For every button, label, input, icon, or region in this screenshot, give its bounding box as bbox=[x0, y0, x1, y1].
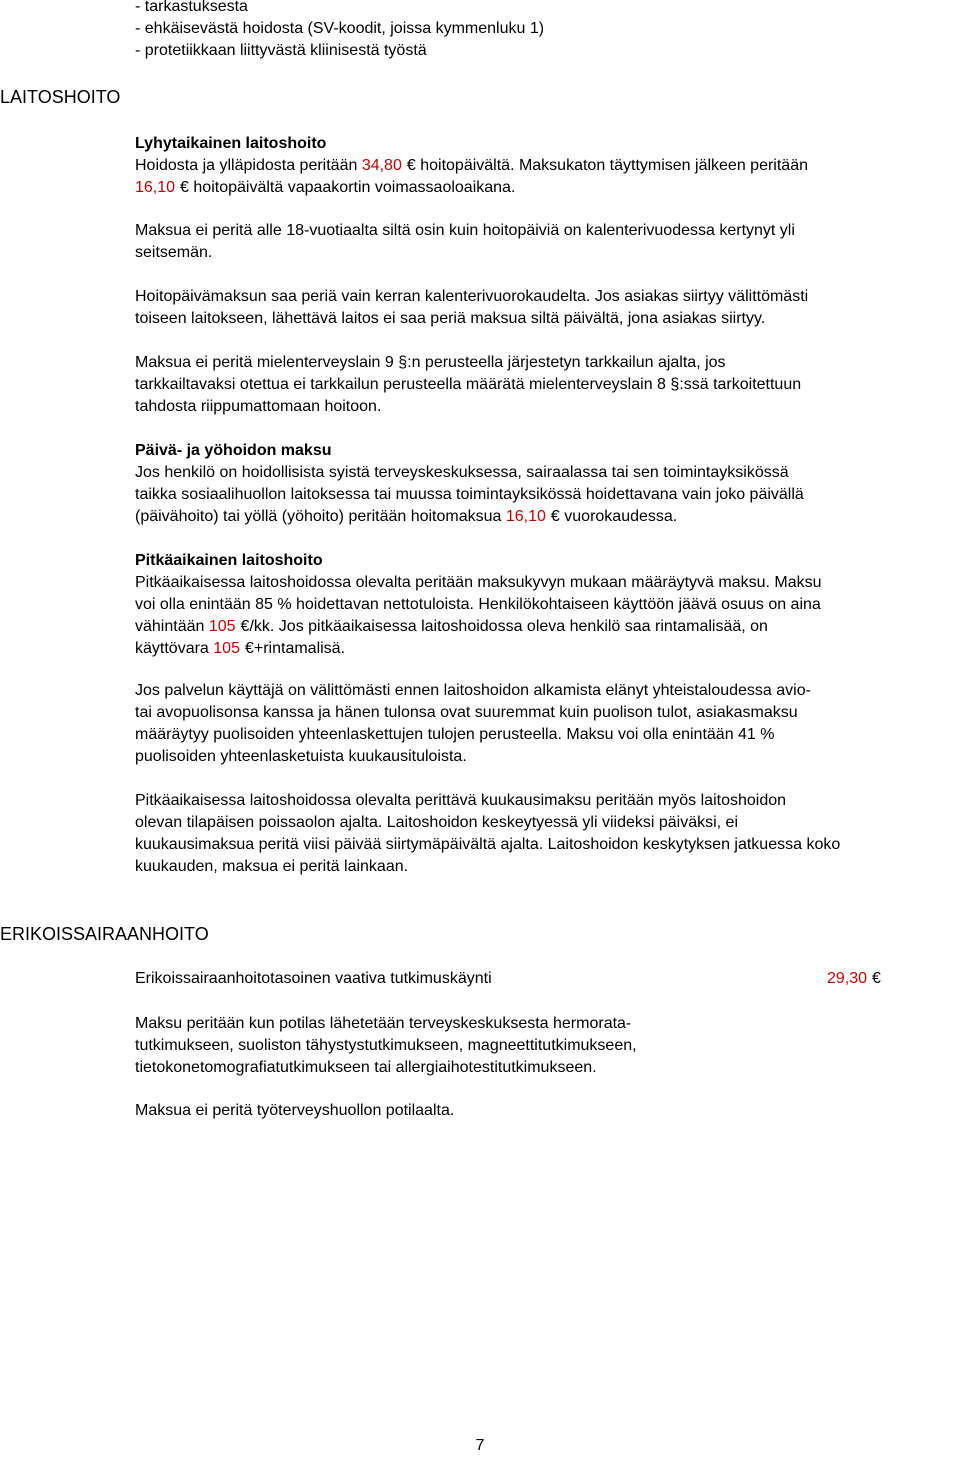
list-item: - tarkastuksesta bbox=[135, 0, 248, 15]
paragraph-temporary-absence: Pitkäaikaisessa laitoshoidossa olevalta perittävä kuukausimaksu peritään myös laitoshoidon olevan tilapäisen poissaolon ajalta. Laitoshoidon keskeytyessä yli viideksi päiväksi, ei kuukausimaksua peritä viisi päivää siirtymäpäivältä ajalta. Laitoshoidon keskytyksen jatkuessa koko kuukauden, maksua ei peritä lainkaan. bbox=[135, 792, 841, 875]
specialist-price-row bbox=[135, 968, 895, 990]
paragraph-spouse-income: Jos palvelun käyttäjä on välittömästi ennen laitoshoidon alkamista elänyt yhteistaloudessa avio- tai avopuolisonsa kanssa ja hänen tulonsa ovat suuremmat kuin puolison tulot, asiakasmaksu määräytyy puolisoiden yhteenlaskettujen tulojen perusteella. Maksu voi olla enintään 41 % puolisoiden yhteenlasketuista kuukausituloista. bbox=[135, 682, 811, 765]
day-night-title: Päivä- ja yöhoidon maksu bbox=[135, 442, 332, 459]
euro-symbol: € bbox=[244, 640, 254, 657]
euro-symbol: € bbox=[180, 179, 189, 196]
euro-symbol: € bbox=[240, 618, 250, 635]
short-term-title: Lyhytaikainen laitoshoito bbox=[135, 135, 327, 152]
list-item: - protetiikkaan liittyvästä kliinisestä työstä bbox=[135, 42, 427, 59]
price-label: Erikoissairaanhoitotasoinen vaativa tutkimuskäynti bbox=[135, 970, 492, 987]
paragraph-referral: Maksu peritään kun potilas lähetetään terveyskeskuksesta hermorata- tutkimukseen, suoliston tähystystutkimukseen, magneettitutkimukseen, tietokonetomografiatutkimukseen tai allergiaihotestitutkimukseen. bbox=[135, 1015, 637, 1076]
list-item: - ehkäisevästä hoidosta (SV-koodit, joissa kymmenluku 1) bbox=[135, 20, 545, 37]
price-value: 16,10 bbox=[135, 179, 176, 196]
euro-symbol: € bbox=[550, 508, 560, 525]
euro-symbol: € bbox=[872, 970, 881, 987]
day-night-care-block: Päivä- ja yöhoidon maksu Jos henkilö on hoidollisista syistä terveyskeskuksessa, sairaalassa tai sen toimintayksikössä taikka sosiaalihuollon laitoksessa tai muussa toimintayksikössä hoidettavana vain joko päivällä (päivähoito) tai yöllä (yöhoito) peritään hoitomaksua 16,10 € vuorokaudessa. bbox=[135, 440, 960, 528]
paragraph-daily-fee: Hoitopäivämaksun saa periä vain kerran kalenterivuorokaudelta. Jos asiakas siirtyy välittömästi toiseen laitokseen, lähettävä laitos ei saa periä maksua siltä päivältä, jona asiakas siirtyy. bbox=[135, 288, 809, 327]
price-value: 29,30 bbox=[827, 970, 868, 987]
section-symbol: § bbox=[670, 376, 680, 393]
paragraph-under-18: Maksua ei peritä alle 18-vuotiaalta siltä osin kuin hoitopäiviä on kalenterivuodessa kertynyt yli seitsemän. bbox=[135, 222, 795, 261]
page-number: 7 bbox=[475, 1437, 485, 1454]
price-value: 105 bbox=[213, 640, 240, 657]
section-symbol: § bbox=[398, 354, 408, 371]
top-list bbox=[135, 0, 960, 62]
short-term-line-1: Hoidosta ja ylläpidosta peritään 34,80 € hoitopäivältä. Maksukaton täyttymisen jälkeen peritään bbox=[135, 155, 960, 177]
short-term-care-block bbox=[135, 133, 960, 199]
euro-symbol: € bbox=[406, 157, 416, 174]
paragraph-occupational-health: Maksua ei peritä työterveyshuollon potilaalta. bbox=[135, 1102, 455, 1119]
price-value: 16,10 bbox=[505, 508, 546, 525]
section-heading-laitoshoito: LAITOSHOITO bbox=[0, 87, 121, 107]
short-term-line-2: 16,10 € hoitopäivältä vapaakortin voimassaoloaikana. bbox=[135, 177, 960, 199]
price-value: 105 bbox=[208, 618, 236, 635]
section-heading-erikoissairaanhoito: ERIKOISSAIRAANHOITO bbox=[0, 924, 209, 944]
long-term-title: Pitkäaikainen laitoshoito bbox=[135, 552, 323, 569]
price-value: 34,80 bbox=[361, 157, 402, 174]
paragraph-mental-health: Maksua ei peritä mielenterveyslain 9 §:n perusteella järjestetyn tarkkailun ajalta, jos tarkkailtavaksi otettua ei tarkkailun perusteella määrätä mielenterveyslain 8 §:ssä tarkoitettuun tahdosta riippumattomaan hoitoon. bbox=[135, 354, 802, 415]
long-term-care-block: Pitkäaikainen laitoshoito Pitkäaikaisessa laitoshoidossa olevalta peritään maksukyvyn mukaan määräytyvä maksu. Maksu voi olla enintään 85 % hoidettavan nettotuloista. Henkilökohtaiseen käyttöön jäävä osuus on aina vähintään 105 €/kk. Jos pitkäaikaisessa laitoshoidossa oleva henkilö saa rintamalisää, on käyttövara 105 €+rintamalisä. bbox=[135, 550, 960, 660]
